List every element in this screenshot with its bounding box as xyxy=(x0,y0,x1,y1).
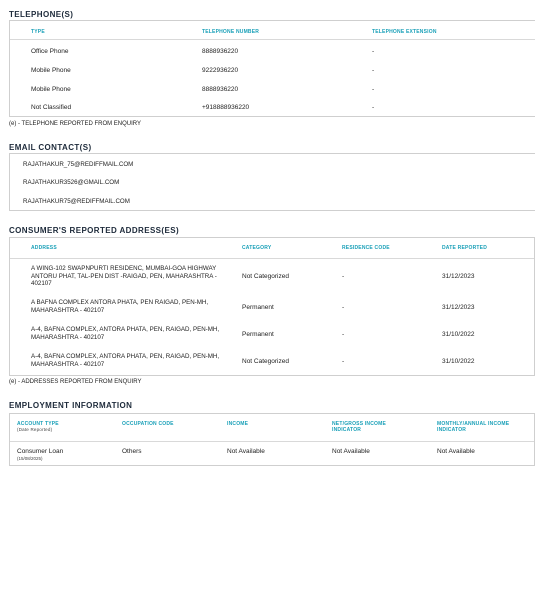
col-header-category: CATEGORY xyxy=(242,245,272,251)
col-header-account-type xyxy=(17,421,59,433)
col-header-occupation-code: OCCUPATION CODE xyxy=(122,421,174,427)
address-text: A-4, BAFNA COMPLEX, ANTORA PHATA, PEN, RAIGAD, PEN-MH, MAHARASHTRA - 402107 xyxy=(31,353,220,368)
email-item: RAJATHAKUR_75@REDIFFMAIL.COM xyxy=(23,161,134,168)
col-header-telephone-number: TELEPHONE NUMBER xyxy=(202,29,260,35)
phone-number: 8888936220 xyxy=(202,48,239,55)
address-text: A WING-102 SWAPNPURTI RESIDENC, MUMBAI-GOA HIGHWAY ANTORU PHAT, TAL-PEN DIST -RAIGAD, PEN, MAHARASHTRA - 402107 xyxy=(31,265,217,287)
employment-date-reported: (15/08/2025) xyxy=(17,455,43,461)
phone-number: 9222936220 xyxy=(202,67,239,74)
header-divider xyxy=(10,258,534,259)
employment-account-type-value: Consumer Loan xyxy=(17,448,64,455)
address-date-reported: 31/10/2022 xyxy=(442,358,475,365)
employment-occupation: Others xyxy=(122,448,142,455)
phone-extension: - xyxy=(372,104,375,111)
phone-type: Mobile Phone xyxy=(31,67,71,74)
emails-title: EMAIL CONTACT(S) xyxy=(9,143,92,152)
address-date-reported: 31/12/2023 xyxy=(442,304,475,311)
col-header-date-reported: DATE REPORTED xyxy=(442,245,488,251)
header-divider xyxy=(10,39,535,40)
address-date-reported: 31/10/2022 xyxy=(442,331,475,338)
col-header-date-reported-sub: (Date Reported) xyxy=(17,427,53,432)
header-divider xyxy=(10,441,534,442)
phone-type: Not Classified xyxy=(31,104,72,111)
address-date-reported: 31/12/2023 xyxy=(442,273,475,280)
address-text: A BAFNA COMPLEX ANTORA PHATA, PEN RAIGAD, PEN-MH, MAHARASHTRA - 402107 xyxy=(31,299,209,314)
employment-income-indicator: Not Available xyxy=(332,448,370,455)
email-item: RAJATHAKUR3526@GMAIL.COM xyxy=(23,179,120,186)
address-residence-code: - xyxy=(342,358,345,365)
address-category: Permanent xyxy=(242,331,274,338)
phone-number: +918888936220 xyxy=(202,104,250,111)
col-header-address: ADDRESS xyxy=(31,245,57,251)
col-header-monthly-annual-indicator: MONTHLY/ANNUAL INCOME INDICATOR xyxy=(437,421,510,433)
addresses-title: CONSUMER'S REPORTED ADDRESS(ES) xyxy=(9,226,180,235)
phone-extension: - xyxy=(372,48,375,55)
telephones-title: TELEPHONE(S) xyxy=(9,10,74,19)
address-residence-code: - xyxy=(342,304,345,311)
addresses-table xyxy=(9,237,535,376)
phone-number: 8888936220 xyxy=(202,86,239,93)
col-header-net-gross-indicator: NET/GROSS INCOME INDICATOR xyxy=(332,421,387,433)
col-header-type: TYPE xyxy=(31,29,45,35)
employment-table xyxy=(9,413,535,466)
telephones-table xyxy=(9,20,535,117)
addresses-footnote: (e) - ADDRESSES REPORTED FROM ENQUIRY xyxy=(9,379,142,385)
col-header-account-type-label: ACCOUNT TYPE xyxy=(17,421,59,427)
phone-type: Office Phone xyxy=(31,48,69,55)
employment-title: EMPLOYMENT INFORMATION xyxy=(9,401,133,410)
phone-extension: - xyxy=(372,67,375,74)
phone-type: Mobile Phone xyxy=(31,86,71,93)
email-item: RAJATHAKUR75@REDIFFMAIL.COM xyxy=(23,198,130,205)
address-category: Not Categorized xyxy=(242,358,289,365)
col-header-telephone-extension: TELEPHONE EXTENSION xyxy=(372,29,437,35)
col-header-income: INCOME xyxy=(227,421,249,427)
emails-list xyxy=(9,153,535,211)
address-text: A-4, BAFNA COMPLEX, ANTORA PHATA, PEN, RAIGAD, PEN-MH, MAHARASHTRA - 402107 xyxy=(31,326,220,341)
address-residence-code: - xyxy=(342,331,345,338)
employment-income-frequency: Not Available xyxy=(437,448,475,455)
address-residence-code: - xyxy=(342,273,345,280)
employment-account-type xyxy=(17,448,63,462)
col-header-residence-code: RESIDENCE CODE xyxy=(342,245,390,251)
employment-income: Not Available xyxy=(227,448,265,455)
telephones-footnote: (e) - TELEPHONE REPORTED FROM ENQUIRY xyxy=(9,121,142,127)
address-category: Not Categorized xyxy=(242,273,289,280)
phone-extension: - xyxy=(372,86,375,93)
address-category: Permanent xyxy=(242,304,274,311)
